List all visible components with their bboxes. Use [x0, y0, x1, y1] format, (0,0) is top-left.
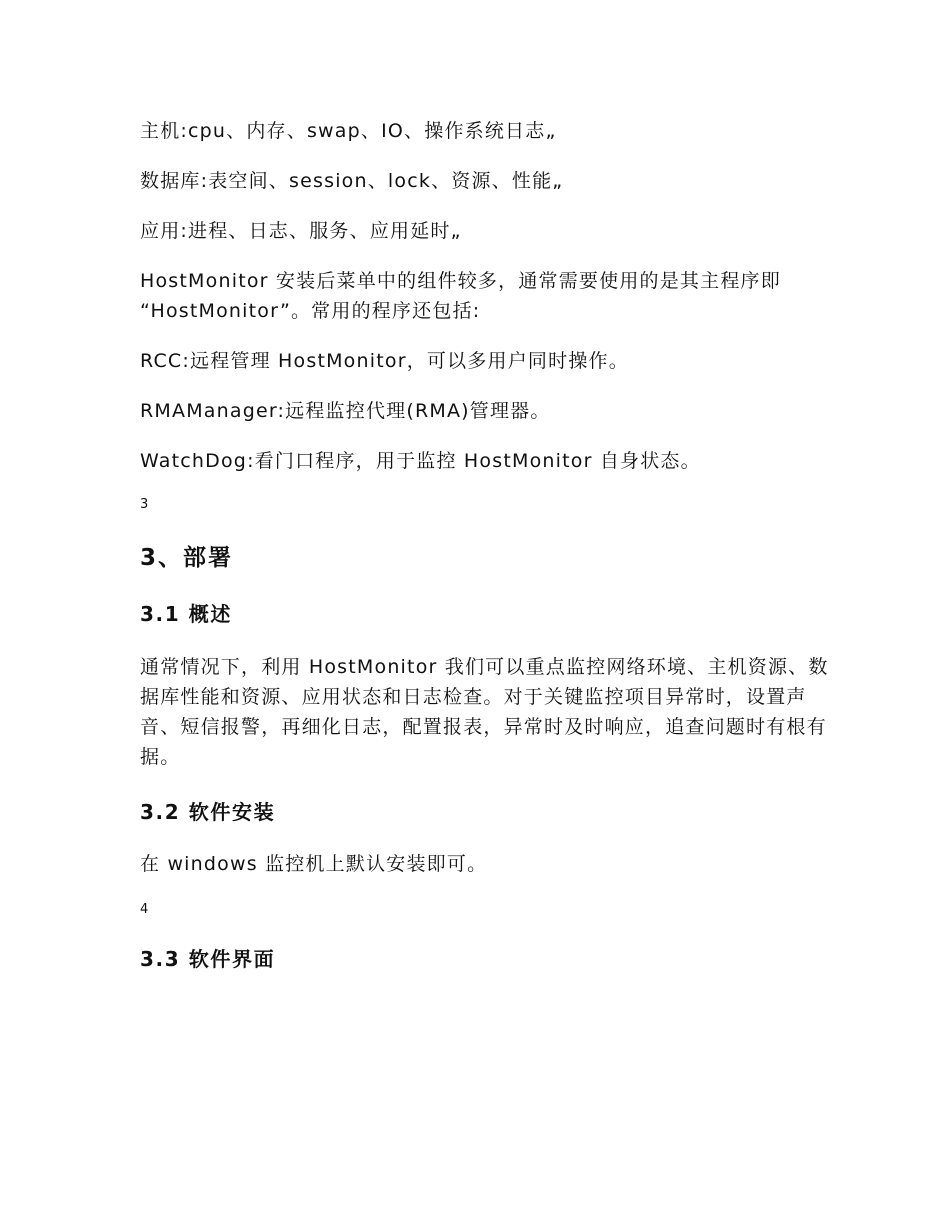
page-number: 4	[140, 902, 149, 917]
overview-paragraph: 通常情况下，利用 HostMonitor 我们可以重点监控网络环境、主机资源、数据库性能和资源、应用状态和日志检查。对于关键监控项目异常时，设置声音、短信报警，再细化日志，配置报表，异常时及时响应，追查问题时有根有据。	[140, 656, 829, 768]
database-monitoring-line: 数据库:表空间、session、lock、资源、性能„	[140, 170, 564, 192]
components-intro-line-2: “HostMonitor”。常用的程序还包括:	[140, 300, 481, 322]
components-intro-line-1: HostMonitor 安装后菜单中的组件较多，通常需要使用的是其主程序即	[140, 270, 781, 292]
installation-paragraph: 在 windows 监控机上默认安装即可。	[140, 853, 488, 875]
section-title: 3、部署	[140, 545, 234, 571]
subsection-title-installation: 3.2 软件安装	[140, 800, 276, 824]
rma-manager-description: RMAManager:远程监控代理(RMA)管理器。	[140, 400, 551, 422]
rcc-description: RCC:远程管理 HostMonitor，可以多用户同时操作。	[140, 350, 629, 372]
watchdog-description: WatchDog:看门口程序，用于监控 HostMonitor 自身状态。	[140, 450, 701, 472]
subsection-title-interface: 3.3 软件界面	[140, 947, 276, 971]
page-number: 3	[140, 497, 149, 512]
subsection-title-overview: 3.1 概述	[140, 602, 232, 626]
application-monitoring-line: 应用:进程、日志、服务、应用延时„	[140, 220, 462, 242]
host-monitoring-line: 主机:cpu、内存、swap、IO、操作系统日志„	[140, 120, 557, 142]
